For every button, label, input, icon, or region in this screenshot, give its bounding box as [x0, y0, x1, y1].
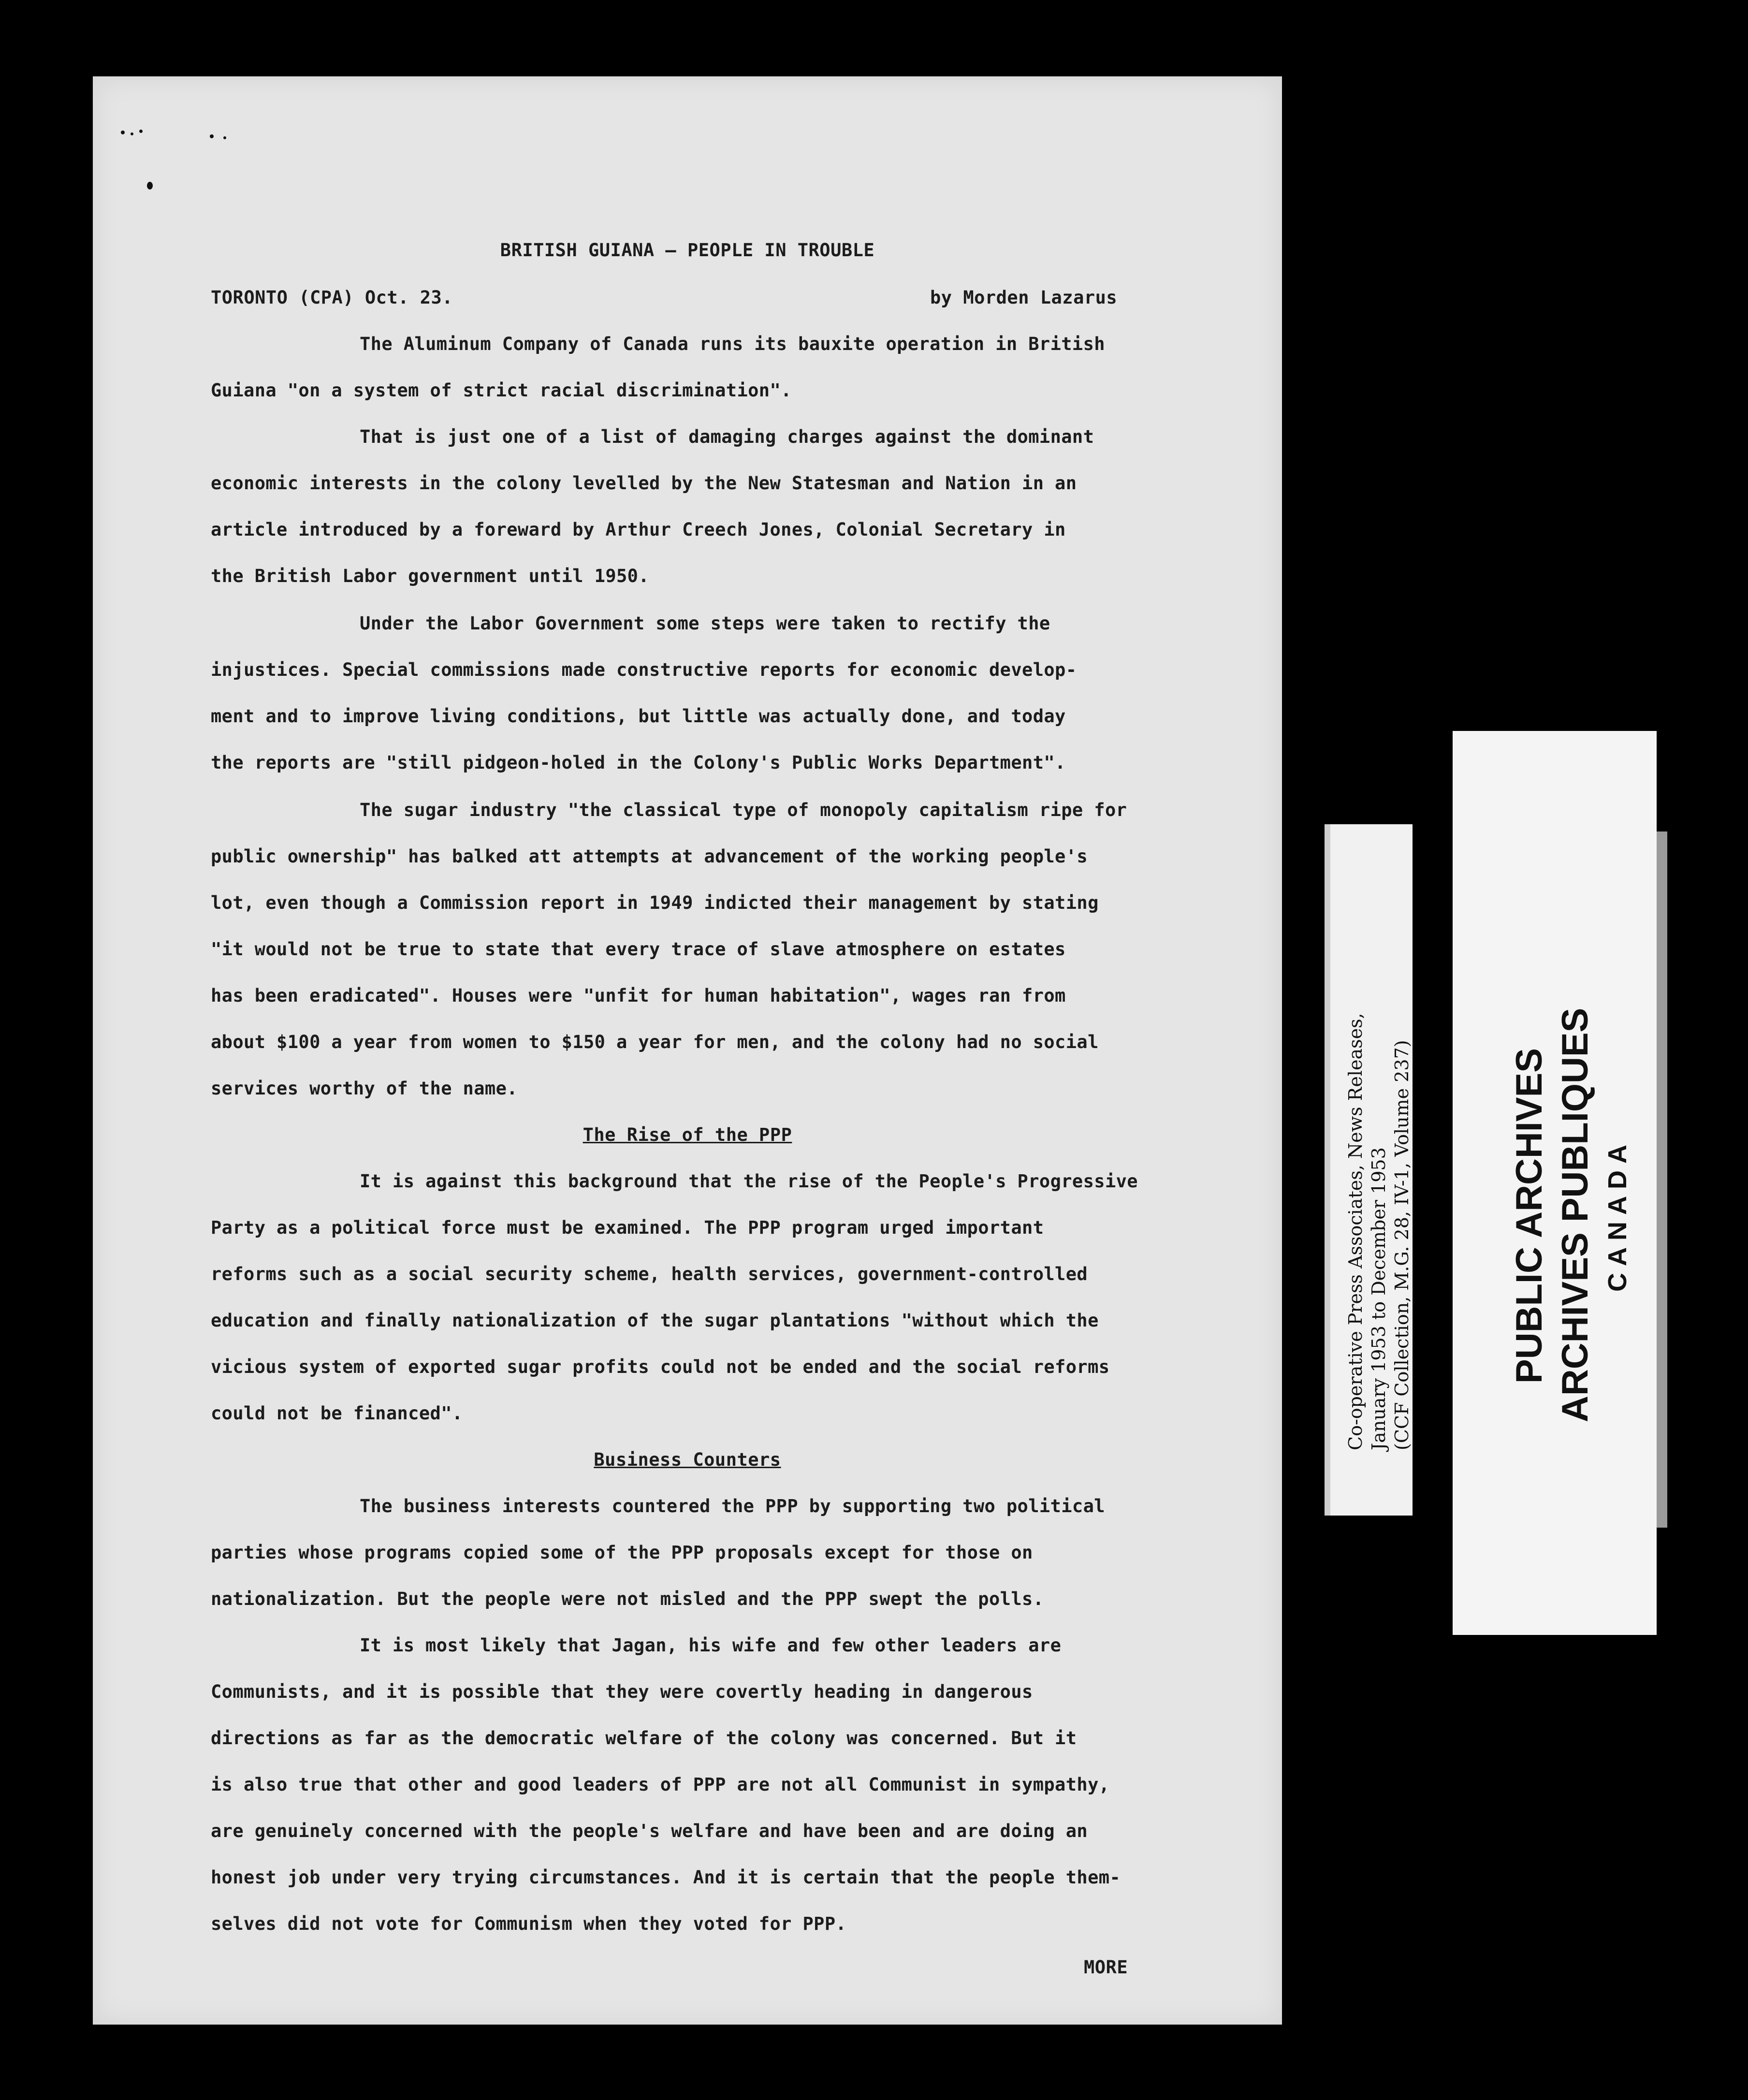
body-line: parties whose programs copied some of the PPP proposals except for those on — [211, 1542, 1033, 1563]
body-line: vicious system of exported sugar profits could not be ended and the social reforms — [211, 1356, 1110, 1377]
body-line: Communists, and it is possible that they were covertly heading in dangerous — [211, 1681, 1033, 1702]
body-line: services worthy of the name. — [211, 1078, 518, 1099]
body-line: article introduced by a foreward by Arthur Creech Jones, Colonial Secretary in — [211, 519, 1066, 540]
body-line: about $100 a year from women to $150 a year for men, and the colony had no social — [211, 1032, 1099, 1052]
body-line: the reports are "still pidgeon-holed in the Colony's Public Works Department". — [211, 752, 1066, 773]
body-line: economic interests in the colony levelled by the New Statesman and Nation in an — [211, 473, 1077, 494]
body-line: is also true that other and good leaders of PPP are not all Communist in sympathy, — [211, 1774, 1110, 1795]
body-line: Party as a political force must be examined. The PPP program urged important — [211, 1217, 1044, 1238]
body-line: "it would not be true to state that every trace of slave atmosphere on estates — [211, 939, 1066, 960]
stamp-line-public-archives: PUBLIC ARCHIVES — [1509, 1048, 1550, 1384]
stamp-line-archives-publiques: ARCHIVES PUBLIQUES — [1555, 1007, 1596, 1422]
body-line: That is just one of a list of damaging charges against the dominant — [360, 426, 1094, 447]
body-line: the British Labor government until 1950. — [211, 566, 650, 586]
body-line: are genuinely concerned with the people's welfare and have been and are doing an — [211, 1821, 1088, 1841]
dateline: TORONTO (CPA) Oct. 23. — [211, 287, 453, 308]
body-line: public ownership" has balked att attempts at advancement of the working people's — [211, 846, 1088, 867]
caption-label-edge — [1325, 824, 1330, 1516]
archive-stamp-label — [1453, 731, 1657, 1635]
document-page — [93, 76, 1282, 2025]
stamp-line-canada: CANADA — [1603, 1138, 1632, 1292]
caption-line-2: January 1953 to December 1953 — [1368, 1147, 1389, 1450]
body-line: has been eradicated". Houses were "unfit for human habitation", wages ran from — [211, 985, 1066, 1006]
heading-rise-of-ppp: The Rise of the PPP — [583, 1124, 792, 1145]
body-line: directions as far as the democratic welfare of the colony was concerned. But it — [211, 1728, 1077, 1749]
body-line: could not be financed". — [211, 1403, 463, 1424]
more-marker: MORE — [1084, 1957, 1128, 1978]
document-title: BRITISH GUIANA — PEOPLE IN TROUBLE — [500, 240, 875, 261]
body-line: It is against this background that the rise of the People's Progressive — [360, 1171, 1138, 1192]
body-line: reforms such as a social security scheme, health services, government-controlled — [211, 1264, 1088, 1284]
body-line: The sugar industry "the classical type of monopoly capitalism ripe for — [360, 800, 1127, 820]
body-line: education and finally nationalization of the sugar plantations "without which the — [211, 1310, 1099, 1331]
caption-line-3: (CCF Collection, M.G. 28, IV-1, Volume 237) — [1391, 1040, 1413, 1450]
byline: by Morden Lazarus — [930, 287, 1118, 308]
stamp-label-edge — [1657, 831, 1667, 1528]
body-line: selves did not vote for Communism when they voted for PPP. — [211, 1913, 847, 1934]
caption-line-1: Co-operative Press Associates, News Releases, — [1345, 1013, 1366, 1450]
archive-caption-label — [1330, 824, 1413, 1516]
body-line: nationalization. But the people were not misled and the PPP swept the polls. — [211, 1589, 1044, 1609]
body-line: honest job under very trying circumstances. And it is certain that the people them- — [211, 1867, 1121, 1888]
body-line: The Aluminum Company of Canada runs its bauxite operation in British — [360, 334, 1105, 354]
heading-business-counters: Business Counters — [594, 1449, 781, 1470]
body-line: Guiana "on a system of strict racial discrimination". — [211, 380, 792, 401]
body-line: injustices. Special commissions made constructive reports for economic develop- — [211, 659, 1077, 680]
body-line: It is most likely that Jagan, his wife and few other leaders are — [360, 1635, 1062, 1656]
body-line: The business interests countered the PPP by supporting two political — [360, 1496, 1105, 1517]
body-line: lot, even though a Commission report in 1949 indicted their management by stating — [211, 892, 1099, 913]
body-line: ment and to improve living conditions, but little was actually done, and today — [211, 706, 1066, 727]
body-line: Under the Labor Government some steps were taken to rectify the — [360, 613, 1050, 634]
